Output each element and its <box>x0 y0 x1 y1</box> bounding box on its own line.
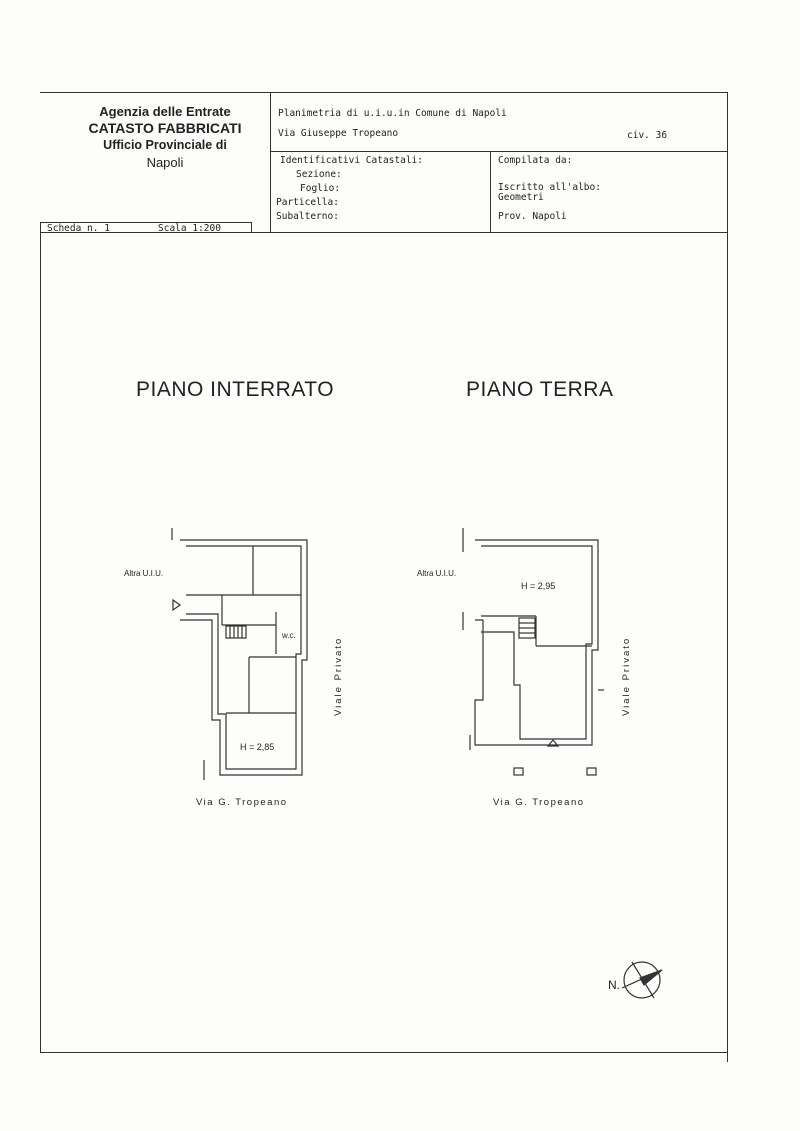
ufficio-city: Napoli <box>146 155 184 171</box>
interrato-viale-label: Viale Privato <box>333 636 344 716</box>
catasto-title: CATASTO FABBRICATI <box>88 120 242 137</box>
subalterno-label: Subalterno: <box>276 211 339 222</box>
scala-label: Scala 1:200 <box>158 223 221 234</box>
north-label: N. <box>608 978 620 992</box>
foglio-label: Foglio: <box>300 183 341 194</box>
compilata-label: Compilata da: <box>498 155 573 166</box>
prov-label: Prov. Napoli <box>498 211 567 222</box>
agency-name: Agenzia delle Entrate <box>99 104 231 119</box>
particella-label: Particella: <box>276 197 339 208</box>
interrato-street-label: Via G. Tropeano <box>196 797 288 808</box>
interrato-wc-label: w.c. <box>282 631 296 640</box>
terra-height: H = 2,95 <box>521 581 556 591</box>
terra-viale-label: Viale Privato <box>621 636 632 716</box>
piano-interrato-title: PIANO INTERRATO <box>136 378 335 401</box>
sezione-label: Sezione: <box>296 169 342 180</box>
terra-street-label: Via G. Tropeano <box>493 797 585 808</box>
planimetria-text: Planimetria di u.i.u.in Comune di Napoli <box>278 108 507 119</box>
interrato-height: H = 2,85 <box>240 742 275 752</box>
scheda-label: Scheda n. 1 <box>47 223 110 234</box>
piano-terra-title: PIANO TERRA <box>466 378 614 401</box>
geometri-label: Geometri <box>498 192 544 203</box>
address-text: Via Giuseppe Tropeano <box>278 128 399 139</box>
identificativi-label: Identificativi Catastali: <box>280 155 423 166</box>
north-arrow-icon <box>622 962 662 998</box>
civic-text: civ. 36 <box>627 130 668 141</box>
terra-altra-uiu: Altra U.I.U. <box>417 569 457 578</box>
terra-floorplan <box>463 528 604 775</box>
interrato-altra-uiu: Altra U.I.U. <box>124 569 164 578</box>
ufficio-label: Ufficio Provinciale di <box>103 137 227 152</box>
iscritto-label: Iscritto all'albo: <box>498 182 601 193</box>
